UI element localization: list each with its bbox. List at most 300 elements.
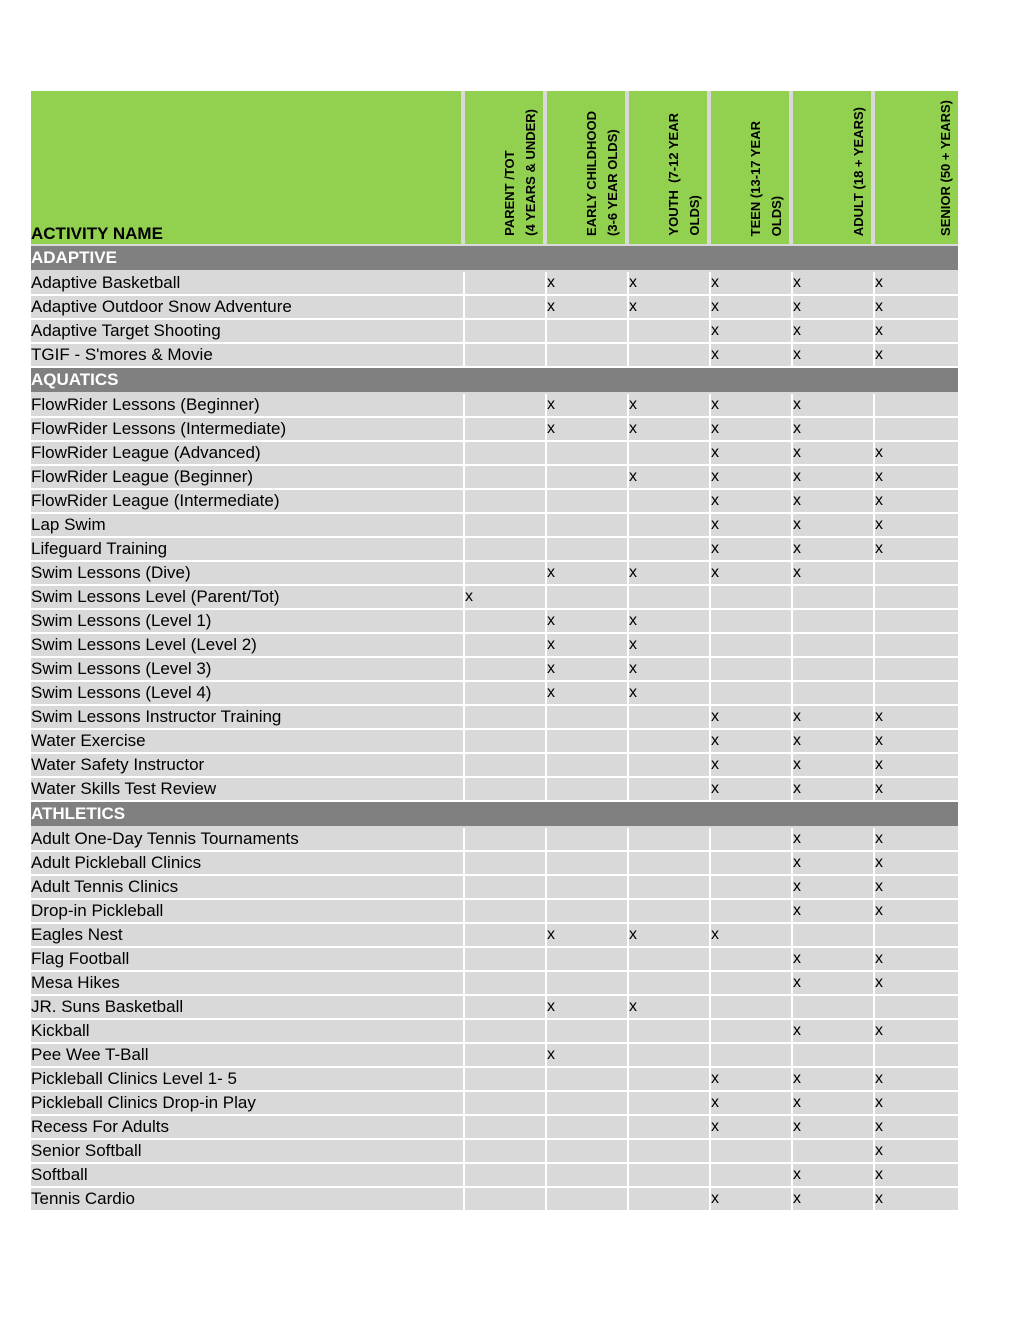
age-mark-cell: x [711, 466, 793, 490]
age-mark-cell: x [547, 272, 629, 296]
age-mark-cell: x [793, 394, 875, 418]
age-mark-cell: x [711, 562, 793, 586]
activity-name: Adaptive Outdoor Snow Adventure [31, 296, 465, 320]
age-mark-cell: x [793, 466, 875, 490]
age-mark-cell: x [793, 272, 875, 296]
activity-name: Pickleball Clinics Drop-in Play [31, 1092, 465, 1116]
age-mark-cell: x [711, 418, 793, 442]
age-mark-cell [711, 586, 793, 610]
age-mark-cell: x [793, 948, 875, 972]
age-mark-cell: x [875, 876, 958, 900]
age-mark-cell: x [875, 828, 958, 852]
age-mark-cell [465, 1044, 547, 1068]
age-header-early-childhood [547, 91, 629, 246]
activity-name: Drop-in Pickleball [31, 900, 465, 924]
age-mark-cell: x [711, 490, 793, 514]
table-row [31, 730, 958, 754]
age-mark-cell: x [711, 730, 793, 754]
age-mark-cell: x [547, 394, 629, 418]
age-mark-cell: x [793, 296, 875, 320]
age-mark-cell [711, 852, 793, 876]
table-row [31, 538, 958, 562]
age-mark-cell [465, 1068, 547, 1092]
age-mark-cell: x [793, 778, 875, 802]
age-mark-cell: x [547, 1044, 629, 1068]
table-row [31, 1020, 958, 1044]
age-mark-cell [629, 442, 711, 466]
age-mark-cell [629, 972, 711, 996]
age-mark-cell [465, 418, 547, 442]
age-mark-cell [547, 876, 629, 900]
age-mark-cell: x [875, 948, 958, 972]
table-row [31, 634, 958, 658]
age-mark-cell [547, 1092, 629, 1116]
age-mark-cell [875, 562, 958, 586]
table-body [31, 246, 958, 1212]
age-mark-cell [547, 1164, 629, 1188]
age-mark-cell: x [547, 996, 629, 1020]
age-mark-cell: x [793, 538, 875, 562]
age-mark-cell [547, 586, 629, 610]
age-mark-cell: x [629, 562, 711, 586]
age-mark-cell [629, 1068, 711, 1092]
age-mark-cell [465, 996, 547, 1020]
age-mark-cell [875, 924, 958, 948]
activity-name: Lap Swim [31, 514, 465, 538]
age-mark-cell: x [793, 1188, 875, 1212]
age-mark-cell [547, 344, 629, 368]
age-mark-cell: x [629, 658, 711, 682]
age-mark-cell: x [875, 778, 958, 802]
age-mark-cell [711, 1044, 793, 1068]
age-mark-cell: x [547, 296, 629, 320]
age-mark-cell: x [629, 466, 711, 490]
age-mark-cell [629, 1164, 711, 1188]
age-mark-cell [465, 972, 547, 996]
age-mark-cell [711, 972, 793, 996]
age-mark-cell [465, 466, 547, 490]
age-mark-cell [711, 1140, 793, 1164]
age-mark-cell [629, 900, 711, 924]
activity-name: Adult Pickleball Clinics [31, 852, 465, 876]
age-mark-cell [711, 682, 793, 706]
age-mark-cell: x [629, 272, 711, 296]
age-mark-cell [465, 948, 547, 972]
age-mark-cell [547, 466, 629, 490]
age-mark-cell [875, 658, 958, 682]
age-mark-cell: x [875, 514, 958, 538]
age-mark-cell [875, 1044, 958, 1068]
age-mark-cell: x [711, 1116, 793, 1140]
activity-name: Kickball [31, 1020, 465, 1044]
table-row [31, 682, 958, 706]
age-mark-cell: x [629, 418, 711, 442]
age-mark-cell: x [875, 730, 958, 754]
activity-name: Recess For Adults [31, 1116, 465, 1140]
activity-name: Pee Wee T-Ball [31, 1044, 465, 1068]
age-header-adult [793, 91, 875, 246]
age-mark-cell: x [875, 1068, 958, 1092]
section-title: AQUATICS [31, 368, 958, 394]
age-mark-cell [793, 634, 875, 658]
age-mark-cell [465, 272, 547, 296]
section-title: ADAPTIVE [31, 246, 958, 272]
table-row [31, 948, 958, 972]
table-row [31, 754, 958, 778]
age-mark-cell [711, 900, 793, 924]
age-header-youth [629, 91, 711, 246]
activity-name: Flag Football [31, 948, 465, 972]
age-mark-cell [547, 442, 629, 466]
age-mark-cell [629, 514, 711, 538]
age-mark-cell [875, 996, 958, 1020]
age-mark-cell [793, 924, 875, 948]
activity-name: Swim Lessons Instructor Training [31, 706, 465, 730]
activity-name: Softball [31, 1164, 465, 1188]
age-mark-cell [465, 1164, 547, 1188]
activity-name: Lifeguard Training [31, 538, 465, 562]
age-mark-cell [629, 1044, 711, 1068]
age-mark-cell: x [793, 514, 875, 538]
age-mark-cell [465, 1140, 547, 1164]
age-mark-cell [629, 876, 711, 900]
table-row [31, 972, 958, 996]
age-mark-cell: x [875, 1188, 958, 1212]
age-mark-cell [465, 730, 547, 754]
age-mark-cell: x [547, 610, 629, 634]
age-mark-cell: x [711, 754, 793, 778]
age-mark-cell [629, 754, 711, 778]
age-mark-cell [711, 876, 793, 900]
activity-name: Water Exercise [31, 730, 465, 754]
age-mark-cell [629, 1188, 711, 1212]
age-mark-cell: x [711, 514, 793, 538]
age-mark-cell [547, 514, 629, 538]
age-header-label: PARENT /TOT (4 YEARS & UNDER) [502, 109, 538, 236]
age-mark-cell: x [711, 442, 793, 466]
age-mark-cell: x [629, 996, 711, 1020]
age-mark-cell: x [875, 320, 958, 344]
age-mark-cell: x [629, 610, 711, 634]
age-mark-cell [793, 610, 875, 634]
age-mark-cell [711, 658, 793, 682]
age-mark-cell [465, 610, 547, 634]
age-mark-cell [629, 828, 711, 852]
age-mark-cell: x [629, 634, 711, 658]
table-row [31, 586, 958, 610]
age-mark-cell [547, 828, 629, 852]
age-mark-cell: x [711, 394, 793, 418]
age-mark-cell [875, 682, 958, 706]
age-mark-cell [465, 296, 547, 320]
age-mark-cell: x [875, 852, 958, 876]
age-mark-cell [547, 320, 629, 344]
age-mark-cell: x [875, 344, 958, 368]
table-row [31, 442, 958, 466]
age-mark-cell: x [875, 900, 958, 924]
age-mark-cell [465, 828, 547, 852]
age-mark-cell [465, 442, 547, 466]
age-mark-cell [629, 1020, 711, 1044]
age-header-label: SENIOR (50 + YEARS) [938, 100, 953, 236]
age-mark-cell: x [875, 296, 958, 320]
age-mark-cell [547, 754, 629, 778]
age-mark-cell [465, 900, 547, 924]
age-mark-cell [629, 538, 711, 562]
age-mark-cell [629, 1092, 711, 1116]
table-row [31, 296, 958, 320]
age-mark-cell: x [711, 296, 793, 320]
table-row [31, 1068, 958, 1092]
activity-age-table [31, 91, 958, 1212]
age-mark-cell [629, 852, 711, 876]
age-mark-cell [629, 490, 711, 514]
age-mark-cell: x [711, 272, 793, 296]
age-mark-cell [465, 562, 547, 586]
table-row [31, 876, 958, 900]
age-mark-cell [465, 924, 547, 948]
age-mark-cell [465, 394, 547, 418]
age-mark-cell: x [547, 924, 629, 948]
age-mark-cell [629, 320, 711, 344]
age-mark-cell [465, 1092, 547, 1116]
age-mark-cell [465, 634, 547, 658]
table-row [31, 490, 958, 514]
activity-name: Senior Softball [31, 1140, 465, 1164]
table-row [31, 996, 958, 1020]
activity-name: Mesa Hikes [31, 972, 465, 996]
age-mark-cell [629, 586, 711, 610]
age-mark-cell [711, 634, 793, 658]
table-row [31, 1140, 958, 1164]
age-mark-cell [465, 490, 547, 514]
table-row [31, 514, 958, 538]
age-mark-cell [465, 538, 547, 562]
table-row [31, 852, 958, 876]
age-mark-cell [793, 1140, 875, 1164]
age-mark-cell [547, 852, 629, 876]
age-mark-cell: x [711, 1092, 793, 1116]
age-mark-cell: x [711, 778, 793, 802]
age-mark-cell: x [875, 1020, 958, 1044]
age-mark-cell: x [629, 924, 711, 948]
age-mark-cell [547, 948, 629, 972]
activity-name: Swim Lessons (Level 4) [31, 682, 465, 706]
age-mark-cell: x [629, 682, 711, 706]
age-mark-cell [547, 1188, 629, 1212]
age-mark-cell: x [875, 538, 958, 562]
age-mark-cell: x [793, 344, 875, 368]
age-mark-cell: x [793, 562, 875, 586]
table-row [31, 778, 958, 802]
age-mark-cell: x [793, 706, 875, 730]
age-mark-cell: x [793, 754, 875, 778]
age-mark-cell: x [711, 344, 793, 368]
age-mark-cell: x [875, 490, 958, 514]
activity-name: FlowRider Lessons (Beginner) [31, 394, 465, 418]
age-mark-cell [793, 996, 875, 1020]
age-mark-cell [465, 852, 547, 876]
age-mark-cell: x [793, 1068, 875, 1092]
age-mark-cell [465, 514, 547, 538]
activity-name: Adult One-Day Tennis Tournaments [31, 828, 465, 852]
age-mark-cell: x [629, 296, 711, 320]
activity-name-header: ACTIVITY NAME [31, 91, 465, 246]
age-mark-cell [465, 658, 547, 682]
section-header-row [31, 368, 958, 394]
activity-name: TGIF - S'mores & Movie [31, 344, 465, 368]
age-mark-cell [793, 658, 875, 682]
age-mark-cell: x [465, 586, 547, 610]
age-mark-cell [465, 754, 547, 778]
age-mark-cell [547, 706, 629, 730]
section-title: ATHLETICS [31, 802, 958, 828]
age-mark-cell [547, 972, 629, 996]
age-mark-cell [711, 610, 793, 634]
table-row [31, 272, 958, 296]
activity-name: Swim Lessons Level (Level 2) [31, 634, 465, 658]
age-mark-cell: x [793, 900, 875, 924]
age-mark-cell: x [711, 538, 793, 562]
age-mark-cell [711, 996, 793, 1020]
age-mark-cell: x [793, 418, 875, 442]
age-mark-cell: x [875, 972, 958, 996]
age-mark-cell: x [629, 394, 711, 418]
table-row [31, 320, 958, 344]
table-row [31, 924, 958, 948]
age-mark-cell [629, 1140, 711, 1164]
age-mark-cell [465, 778, 547, 802]
section-header-row [31, 802, 958, 828]
age-mark-cell: x [875, 754, 958, 778]
age-mark-cell [793, 682, 875, 706]
age-mark-cell: x [793, 490, 875, 514]
age-mark-cell: x [793, 876, 875, 900]
age-mark-cell: x [793, 730, 875, 754]
age-mark-cell [711, 828, 793, 852]
age-mark-cell [875, 394, 958, 418]
age-mark-cell [547, 1116, 629, 1140]
activity-name: Eagles Nest [31, 924, 465, 948]
table-row [31, 1164, 958, 1188]
age-mark-cell [465, 706, 547, 730]
age-header-teen [711, 91, 793, 246]
age-mark-cell [465, 682, 547, 706]
table-row [31, 1188, 958, 1212]
activity-name: Water Safety Instructor [31, 754, 465, 778]
activity-name: Adult Tennis Clinics [31, 876, 465, 900]
age-mark-cell [711, 948, 793, 972]
age-mark-cell: x [875, 706, 958, 730]
activity-name: Adaptive Basketball [31, 272, 465, 296]
age-mark-cell: x [793, 1020, 875, 1044]
age-mark-cell [465, 1188, 547, 1212]
age-mark-cell: x [875, 1140, 958, 1164]
age-mark-cell [711, 1164, 793, 1188]
age-mark-cell [793, 1044, 875, 1068]
activity-name: Pickleball Clinics Level 1- 5 [31, 1068, 465, 1092]
age-header-label: ADULT (18 + YEARS) [851, 106, 866, 236]
age-mark-cell [875, 634, 958, 658]
age-mark-cell [547, 538, 629, 562]
age-mark-cell: x [793, 1116, 875, 1140]
table-row [31, 466, 958, 490]
age-mark-cell: x [875, 1092, 958, 1116]
activity-name: JR. Suns Basketball [31, 996, 465, 1020]
table-row [31, 1116, 958, 1140]
age-mark-cell: x [711, 706, 793, 730]
age-mark-cell [875, 586, 958, 610]
age-mark-cell [465, 1020, 547, 1044]
age-mark-cell [547, 778, 629, 802]
age-header-parent-tot [465, 91, 547, 246]
header-row [31, 91, 958, 246]
age-header-label: TEEN (13-17 YEAR OLDS) [748, 120, 784, 236]
age-mark-cell: x [793, 852, 875, 876]
age-mark-cell: x [547, 418, 629, 442]
age-mark-cell: x [875, 466, 958, 490]
age-mark-cell [547, 1068, 629, 1092]
activity-name: Tennis Cardio [31, 1188, 465, 1212]
age-mark-cell [629, 730, 711, 754]
age-header-senior [875, 91, 958, 246]
activity-name: Swim Lessons Level (Parent/Tot) [31, 586, 465, 610]
age-mark-cell [875, 418, 958, 442]
table-row [31, 900, 958, 924]
age-mark-cell [629, 778, 711, 802]
activity-name: Water Skills Test Review [31, 778, 465, 802]
activity-name: FlowRider League (Intermediate) [31, 490, 465, 514]
age-mark-cell: x [711, 320, 793, 344]
age-header-label: EARLY CHILDHOOD (3-6 YEAR OLDS) [584, 111, 620, 236]
age-mark-cell [629, 344, 711, 368]
age-mark-cell: x [793, 828, 875, 852]
age-mark-cell [629, 706, 711, 730]
age-mark-cell: x [793, 1164, 875, 1188]
age-mark-cell: x [711, 1068, 793, 1092]
activity-name: Swim Lessons (Level 1) [31, 610, 465, 634]
age-mark-cell [875, 610, 958, 634]
age-mark-cell: x [793, 972, 875, 996]
age-mark-cell: x [793, 320, 875, 344]
age-mark-cell: x [547, 682, 629, 706]
activity-name: FlowRider Lessons (Intermediate) [31, 418, 465, 442]
table-row [31, 394, 958, 418]
section-header-row [31, 246, 958, 272]
activity-name: Swim Lessons (Level 3) [31, 658, 465, 682]
age-mark-cell: x [547, 562, 629, 586]
table-row [31, 418, 958, 442]
age-mark-cell [547, 1140, 629, 1164]
age-mark-cell [465, 344, 547, 368]
age-mark-cell [547, 1020, 629, 1044]
age-mark-cell [629, 1116, 711, 1140]
age-mark-cell [793, 586, 875, 610]
activity-name: Adaptive Target Shooting [31, 320, 465, 344]
age-mark-cell [547, 490, 629, 514]
age-mark-cell [465, 320, 547, 344]
table-row [31, 1092, 958, 1116]
age-mark-cell: x [875, 1116, 958, 1140]
table-row [31, 344, 958, 368]
age-mark-cell: x [547, 634, 629, 658]
activity-name: FlowRider League (Advanced) [31, 442, 465, 466]
age-mark-cell: x [875, 442, 958, 466]
table-row [31, 706, 958, 730]
age-mark-cell [547, 730, 629, 754]
age-mark-cell: x [875, 1164, 958, 1188]
table-row [31, 610, 958, 634]
